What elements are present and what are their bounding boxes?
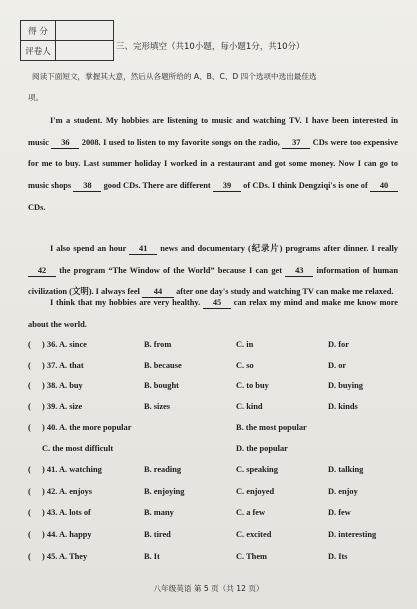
option-a: ) 37. A. that	[42, 361, 84, 370]
passage-text: of CDs. I think Dengziqi's is one of	[240, 181, 370, 191]
option-b: B. enjoying	[144, 487, 185, 496]
option-d: D. talking	[328, 465, 364, 474]
answer-paren: (	[28, 423, 31, 432]
option-d: D. the popular	[236, 444, 288, 453]
option-b: B. the most popular	[236, 423, 307, 432]
score-field	[56, 21, 114, 41]
score-box	[20, 20, 114, 61]
option-c: C. Them	[236, 552, 268, 561]
option-d: D. for	[328, 340, 349, 349]
blank-43: 43	[285, 265, 313, 277]
option-a: ) 36. A. since	[42, 340, 87, 349]
question-36-options	[28, 340, 398, 354]
answer-paren: (	[28, 552, 31, 561]
blank-36: 36	[51, 137, 79, 149]
question-42-options	[28, 487, 398, 501]
passage-paragraph-3	[28, 292, 398, 335]
blank-44: 44	[142, 286, 174, 298]
question-44-options	[28, 530, 398, 544]
score-label: 得 分	[21, 21, 56, 41]
option-c: C. so	[236, 361, 254, 370]
option-c: C. kind	[236, 402, 263, 411]
question-41-options	[28, 465, 398, 479]
option-a: ) 42. A. enjoys	[42, 487, 93, 496]
answer-paren: (	[28, 340, 31, 349]
option-b: B. sizes	[144, 402, 171, 411]
option-b: B. many	[144, 508, 174, 517]
blank-45: 45	[203, 297, 231, 309]
option-a: ) 39. A. size	[42, 402, 83, 411]
option-b: B. tired	[144, 530, 171, 539]
option-d: D. Its	[328, 552, 348, 561]
option-c: C. in	[236, 340, 254, 349]
option-d: D. buying	[328, 381, 363, 390]
question-40-options-cont	[28, 444, 398, 458]
passage-text: news and documentary (纪录片) programs after dinner. I really	[157, 244, 398, 253]
option-a: ) 41. A. watching	[42, 465, 102, 474]
passage-text: CDs.	[28, 202, 46, 212]
option-a: ) 43. A. lots of	[42, 508, 91, 517]
instructions-line-1: 阅读下面短文，掌握其大意，然后从各题所给的 A、B、C、D 四个选项中选出最佳选	[32, 72, 317, 81]
passage-text: I think that my hobbies are very healthy.	[50, 298, 203, 307]
answer-paren: (	[28, 381, 31, 390]
grader-field	[56, 41, 114, 61]
option-d: D. few	[328, 508, 351, 517]
option-b: B. from	[144, 340, 172, 349]
passage-text: good CDs. There are different	[101, 181, 213, 191]
option-c: C. to buy	[236, 381, 269, 390]
passage-text: information of human civilization (文明). I always feel	[28, 265, 398, 297]
option-c: C. a few	[236, 508, 266, 517]
question-39-options	[28, 402, 398, 416]
option-b: B. bought	[144, 381, 179, 390]
option-a: ) 38. A. buy	[42, 381, 83, 390]
answer-paren: (	[28, 402, 31, 411]
option-d: D. enjoy	[328, 487, 358, 496]
passage-text: the program “The Window of the World” because I can get	[56, 265, 286, 275]
blank-41: 41	[129, 243, 157, 255]
passage-text: 2008. I used to listen to my favorite songs on the radio,	[79, 137, 283, 147]
answer-paren: (	[28, 530, 31, 539]
question-37-options	[28, 361, 398, 375]
passage-text: can relax my mind and make me know more about the world.	[28, 298, 398, 329]
answer-paren: (	[28, 487, 31, 496]
question-38-options	[28, 381, 398, 395]
blank-37: 37	[282, 137, 310, 149]
blank-39: 39	[213, 180, 241, 192]
answer-paren: (	[28, 465, 31, 474]
page-footer: 八年级英语 第 5 页（共 12 页）	[153, 584, 264, 593]
option-d: D. interesting	[328, 530, 377, 539]
question-40-options	[28, 423, 398, 437]
grader-label: 评卷人	[21, 41, 56, 61]
option-b: B. because	[144, 361, 182, 370]
passage-text: after one day's study and watching TV can make me relaxed.	[173, 287, 394, 297]
option-b: B. reading	[144, 465, 182, 474]
instructions-line-2: 项。	[28, 93, 44, 102]
question-43-options	[28, 508, 398, 522]
passage-text: I also spend an hour	[50, 244, 130, 253]
option-c: C. speaking	[236, 465, 278, 474]
option-c: C. enjoyed	[236, 487, 275, 496]
question-45-options	[28, 552, 398, 566]
option-d: D. or	[328, 361, 347, 370]
option-b: B. It	[144, 552, 160, 561]
option-c: C. the most difficult	[42, 444, 114, 453]
instructions	[28, 66, 398, 108]
option-c: C. excited	[236, 530, 272, 539]
answer-paren: (	[28, 361, 31, 370]
passage-paragraph-1	[28, 110, 398, 219]
blank-38: 38	[73, 180, 101, 192]
blank-40: 40	[370, 180, 398, 192]
answer-paren: (	[28, 508, 31, 517]
option-a: ) 45. A. They	[42, 552, 88, 561]
passage-text: I'm a student. My hobbies are listening to music and watching TV. I have been interested in music	[28, 116, 398, 147]
option-a: ) 44. A. happy	[42, 530, 92, 539]
option-a: ) 40. A. the more popular	[42, 423, 132, 432]
section-title: 三、完形填空（共10小题，每小题1分，共10分）	[116, 42, 305, 52]
blank-42: 42	[28, 265, 56, 277]
passage-text: CDs were too expensive for me to buy. Last summer holiday I worked in a restaurant and got some money. Now I can go to music shops	[28, 137, 398, 191]
option-d: D. kinds	[328, 402, 358, 411]
